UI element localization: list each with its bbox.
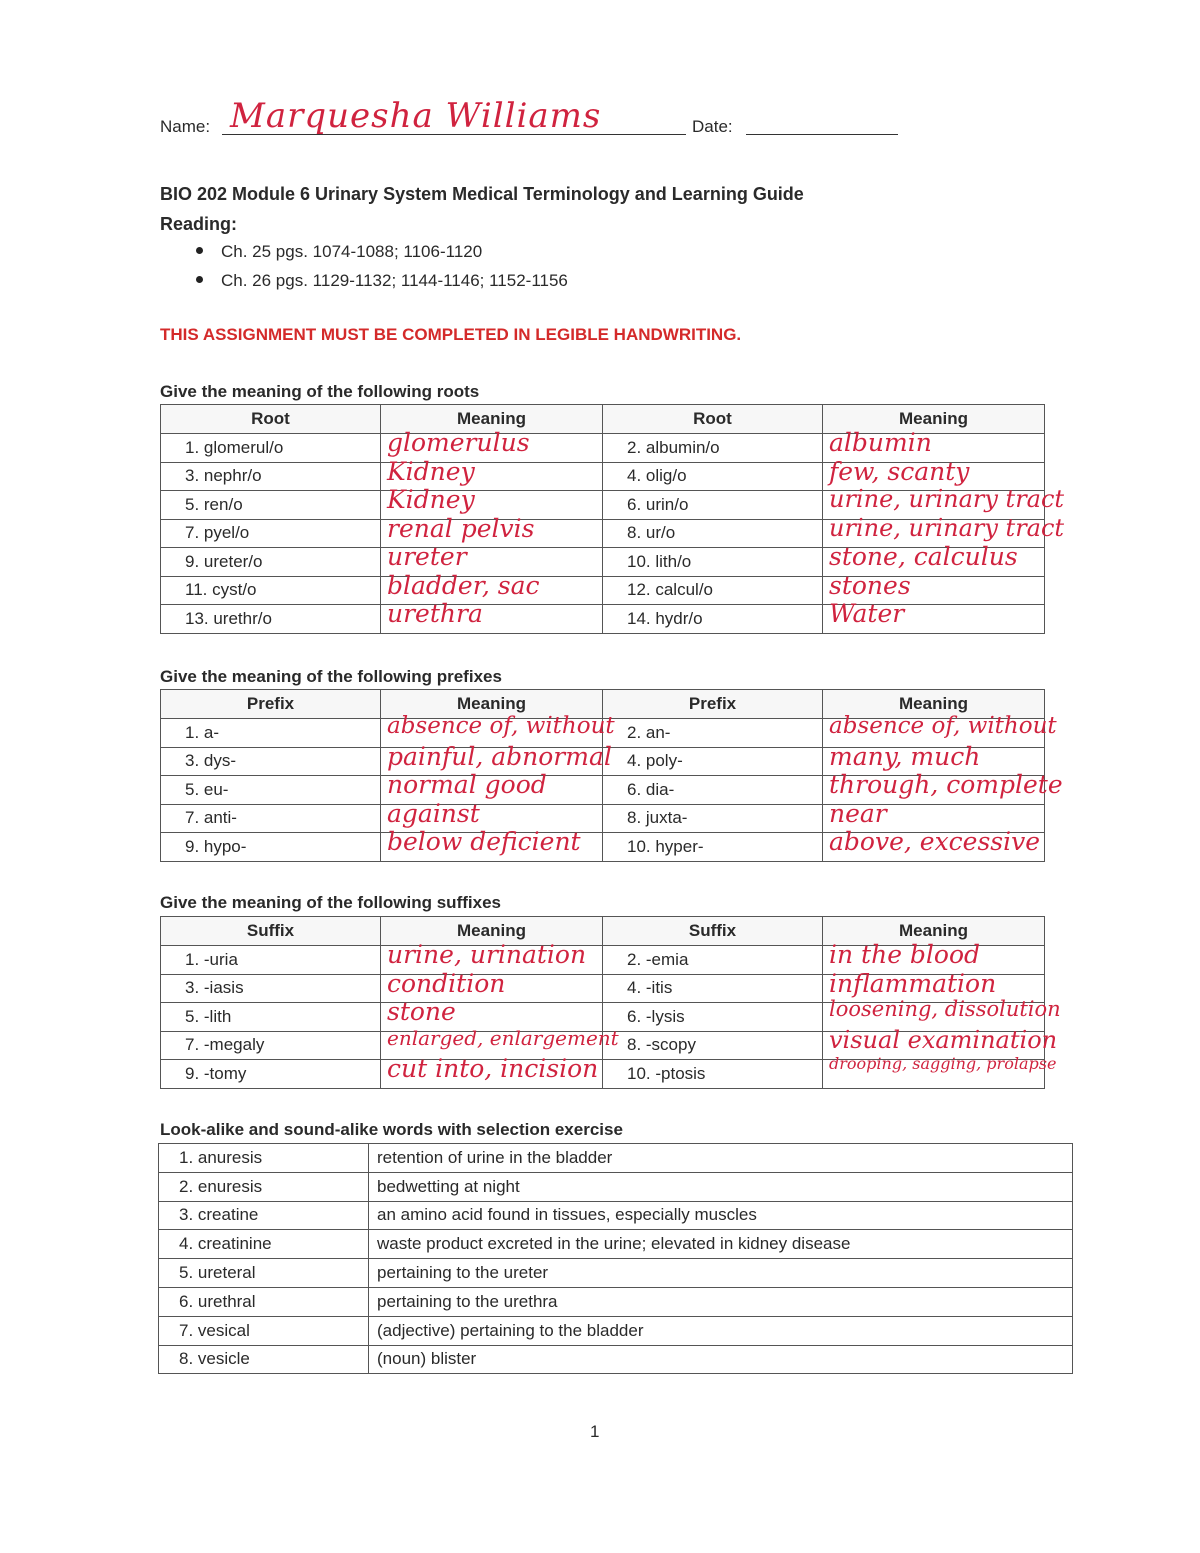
column-header: Suffix xyxy=(603,917,823,946)
definition-cell: retention of urine in the bladder xyxy=(369,1144,1073,1173)
meaning-answer-cell[interactable] xyxy=(823,599,1045,634)
handwritten-answer: stone xyxy=(387,997,456,1026)
handwritten-answer: through, complete xyxy=(829,770,1063,799)
date-field[interactable] xyxy=(746,134,898,135)
reading-label: Reading: xyxy=(160,214,238,234)
table-row xyxy=(159,1144,1073,1173)
term-cell: 4. -itis xyxy=(603,974,823,1003)
handwritten-answer: Kidney xyxy=(387,456,475,486)
term-cell: 9. hypo- xyxy=(161,833,381,862)
reading-item xyxy=(196,242,482,262)
term-cell: 7. anti- xyxy=(161,804,381,833)
prefixes-table xyxy=(160,689,1063,862)
handwritten-answer: urine, urinary tract xyxy=(829,513,1065,542)
definition-cell: bedwetting at night xyxy=(369,1172,1073,1201)
handwritten-answer: above, excessive xyxy=(829,827,1041,856)
definition-cell: pertaining to the urethra xyxy=(369,1287,1073,1316)
column-header: Root xyxy=(603,405,823,434)
term-cell: 10. -ptosis xyxy=(603,1060,823,1089)
roots-table xyxy=(160,404,1065,634)
lookalike-section-title: Look-alike and sound-alike words with selection exercise xyxy=(160,1120,623,1139)
table-row xyxy=(159,1287,1073,1316)
term-cell: 5. ren/o xyxy=(161,491,381,520)
word-cell: 3. creatine xyxy=(159,1201,369,1230)
term-cell: 10. lith/o xyxy=(603,548,823,577)
word-cell: 2. enuresis xyxy=(159,1172,369,1201)
handwritten-answer: loosening, dissolution xyxy=(829,997,1061,1021)
term-cell: 5. -lith xyxy=(161,1003,381,1032)
column-header: Meaning xyxy=(823,690,1045,719)
handwritten-answer: stone, calculus xyxy=(829,542,1018,571)
term-cell: 6. -lysis xyxy=(603,1003,823,1032)
term-cell: 10. hyper- xyxy=(603,833,823,862)
name-label: Name: xyxy=(160,117,211,136)
term-cell: 4. poly- xyxy=(603,747,823,776)
term-cell: 3. nephr/o xyxy=(161,462,381,491)
table-row xyxy=(161,576,1045,605)
table-row xyxy=(159,1172,1073,1201)
term-cell: 5. eu- xyxy=(161,776,381,805)
handwritten-answer: stones xyxy=(829,570,911,600)
term-cell: 9. ureter/o xyxy=(161,548,381,577)
table-row xyxy=(159,1230,1073,1259)
handwritten-answer: in the blood xyxy=(829,940,981,969)
term-cell: 11. cyst/o xyxy=(161,576,381,605)
term-cell: 8. juxta- xyxy=(603,804,823,833)
term-cell: 1. glomerul/o xyxy=(161,434,381,463)
table-row xyxy=(161,833,1045,862)
definition-cell: an amino acid found in tissues, especially muscles xyxy=(369,1201,1073,1230)
handwritten-answer: painful, abnormal xyxy=(387,741,612,771)
handwritten-answer: renal pelvis xyxy=(387,513,535,543)
meaning-answer-cell[interactable] xyxy=(823,1054,1057,1089)
handwritten-answer: against xyxy=(387,798,480,828)
word-cell: 4. creatinine xyxy=(159,1230,369,1259)
term-cell: 6. dia- xyxy=(603,776,823,805)
handwritten-answer: bladder, sac xyxy=(387,570,540,600)
term-cell: 2. an- xyxy=(603,719,823,748)
term-cell: 8. ur/o xyxy=(603,519,823,548)
handwritten-answer: Kidney xyxy=(387,485,475,514)
handwritten-answer: many, much xyxy=(829,741,981,771)
handwritten-answer: albumin xyxy=(829,428,932,457)
definition-cell: (noun) blister xyxy=(369,1345,1073,1374)
handwritten-answer: inflammation xyxy=(829,968,997,998)
lookalike-table xyxy=(158,1143,1073,1374)
column-header: Meaning xyxy=(823,405,1045,434)
handwritten-answer: ureter xyxy=(387,542,467,571)
table-row xyxy=(159,1316,1073,1345)
word-cell: 7. vesical xyxy=(159,1316,369,1345)
page-number: 1 xyxy=(590,1422,600,1441)
column-header: Meaning xyxy=(823,917,1045,946)
handwritten-answer: drooping, sagging, prolapse xyxy=(829,1054,1057,1073)
roots-section-title: Give the meaning of the following roots xyxy=(160,382,480,401)
definition-cell: (adjective) pertaining to the bladder xyxy=(369,1316,1073,1345)
table-row xyxy=(161,1060,1045,1089)
definition-cell: pertaining to the ureter xyxy=(369,1259,1073,1288)
handwritten-answer: absence of, without xyxy=(387,713,615,739)
handwritten-answer: glomerulus xyxy=(387,428,530,457)
warning-text: THIS ASSIGNMENT MUST BE COMPLETED IN LEGIBLE HANDWRITING. xyxy=(160,325,742,344)
column-header: Meaning xyxy=(381,405,603,434)
handwritten-answer: Water xyxy=(829,599,905,628)
meaning-answer-cell[interactable] xyxy=(381,1054,603,1089)
table-row xyxy=(161,605,1045,634)
term-cell: 8. -scopy xyxy=(603,1031,823,1060)
handwritten-answer: visual examination xyxy=(829,1025,1058,1054)
column-header: Prefix xyxy=(603,690,823,719)
column-header: Suffix xyxy=(161,917,381,946)
handwritten-answer: few, scanty xyxy=(829,456,970,486)
document-title: BIO 202 Module 6 Urinary System Medical Terminology and Learning Guide xyxy=(160,184,804,204)
handwritten-answer: below deficient xyxy=(387,827,581,856)
name-underline xyxy=(222,134,686,135)
word-cell: 1. anuresis xyxy=(159,1144,369,1173)
term-cell: 3. -iasis xyxy=(161,974,381,1003)
handwritten-answer: urine, urination xyxy=(387,940,587,969)
reading-item-text: Ch. 26 pgs. 1129-1132; 1144-1146; 1152-1156 xyxy=(221,271,568,290)
term-cell: 7. pyel/o xyxy=(161,519,381,548)
bullet-icon xyxy=(196,276,203,283)
term-cell: 2. albumin/o xyxy=(603,434,823,463)
table-row xyxy=(161,776,1045,805)
term-cell: 9. -tomy xyxy=(161,1060,381,1089)
column-header: Meaning xyxy=(381,690,603,719)
name-field[interactable]: Marquesha Williams xyxy=(230,96,602,136)
meaning-answer-cell[interactable] xyxy=(823,827,1045,862)
definition-cell: waste product excreted in the urine; elevated in kidney disease xyxy=(369,1230,1073,1259)
handwritten-answer: urine, urinary tract xyxy=(829,485,1065,513)
reading-item-text: Ch. 25 pgs. 1074-1088; 1106-1120 xyxy=(221,242,483,261)
table-row xyxy=(161,548,1045,577)
bullet-icon xyxy=(196,247,203,254)
suffixes-table xyxy=(160,916,1061,1089)
table-row xyxy=(159,1345,1073,1374)
handwritten-answer: enlarged, enlargement xyxy=(387,1025,619,1050)
handwritten-answer: near xyxy=(829,798,887,828)
word-cell: 8. vesicle xyxy=(159,1345,369,1374)
handwritten-answer: condition xyxy=(387,968,506,998)
term-cell: 1. a- xyxy=(161,719,381,748)
table-row xyxy=(159,1201,1073,1230)
reading-item xyxy=(196,271,568,291)
column-header: Root xyxy=(161,405,381,434)
term-cell: 4. olig/o xyxy=(603,462,823,491)
term-cell: 7. -megaly xyxy=(161,1031,381,1060)
suffixes-section-title: Give the meaning of the following suffixes xyxy=(160,893,501,912)
term-cell: 3. dys- xyxy=(161,747,381,776)
column-header: Prefix xyxy=(161,690,381,719)
term-cell: 6. urin/o xyxy=(603,491,823,520)
table-row xyxy=(159,1259,1073,1288)
term-cell: 2. -emia xyxy=(603,946,823,975)
column-header: Meaning xyxy=(381,917,603,946)
handwritten-answer: absence of, without xyxy=(829,713,1057,739)
handwritten-answer: normal good xyxy=(387,770,547,799)
meaning-answer-cell[interactable] xyxy=(381,599,603,634)
term-cell: 12. calcul/o xyxy=(603,576,823,605)
handwritten-answer: cut into, incision xyxy=(387,1054,599,1083)
term-cell: 13. urethr/o xyxy=(161,605,381,634)
term-cell: 14. hydr/o xyxy=(603,605,823,634)
handwritten-answer: urethra xyxy=(387,599,483,628)
term-cell: 1. -uria xyxy=(161,946,381,975)
word-cell: 5. ureteral xyxy=(159,1259,369,1288)
date-label: Date: xyxy=(692,117,733,136)
word-cell: 6. urethral xyxy=(159,1287,369,1316)
meaning-answer-cell[interactable] xyxy=(381,827,603,862)
prefixes-section-title: Give the meaning of the following prefixes xyxy=(160,667,502,686)
